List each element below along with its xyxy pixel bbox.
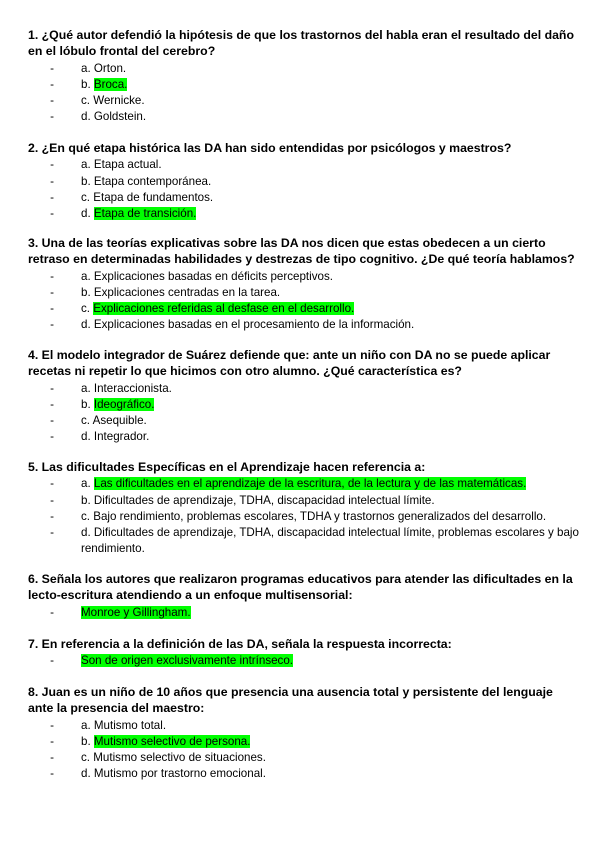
answer-option-correct	[45, 301, 581, 317]
question-text: 6. Señala los autores que realizaron programas educativos para atender las dificultades en la lecto-escritura atendiendo a un enfoque multisensorial:	[28, 572, 573, 603]
answer-text: Explicaciones basadas en déficits perceptivos.	[93, 269, 333, 283]
list-dash: -	[50, 734, 54, 748]
answer-option-correct	[45, 77, 581, 93]
list-dash: -	[50, 318, 54, 332]
answer-list	[28, 653, 576, 669]
answer-letter: d.	[81, 110, 94, 124]
answer-option	[45, 413, 581, 429]
list-dash: -	[50, 207, 54, 221]
answer-letter: c.	[81, 509, 94, 523]
list-dash: -	[50, 302, 54, 316]
answer-letter: c.	[81, 302, 94, 316]
answer-letter: d.	[81, 430, 94, 444]
list-dash: -	[50, 767, 54, 781]
answer-option	[45, 269, 581, 285]
question-8	[28, 684, 576, 783]
answer-letter: a.	[81, 718, 94, 732]
answer-letter: b.	[81, 734, 94, 748]
question-1	[28, 27, 576, 126]
question-6	[28, 571, 576, 621]
answer-letter: a.	[81, 477, 94, 491]
highlighted-answer-text: Las dificultades en el aprendizaje de la escritura, de la lectura y de las matemáticas.	[93, 477, 527, 491]
question-text: 4. El modelo integrador de Suárez defiende que: ante un niño con DA no se puede aplicar recetas ni repetir lo que hicimos con otro alumno. ¿Qué característica es?	[28, 348, 551, 379]
question-7	[28, 636, 576, 670]
answer-text: Mutismo por trastorno emocional.	[93, 767, 266, 781]
answer-text: Etapa de fundamentos.	[93, 190, 214, 204]
answer-option-correct	[45, 734, 581, 750]
answer-letter: d.	[81, 526, 94, 540]
answer-option	[45, 750, 581, 766]
question-text: 1. ¿Qué autor defendió la hipótesis de que los trastornos del habla eran el resultado del daño en el lóbulo frontal del cerebro?	[28, 28, 574, 59]
answer-option	[45, 766, 581, 782]
answer-list	[28, 381, 576, 446]
answer-text: Mutismo total.	[93, 718, 167, 732]
list-dash: -	[50, 509, 54, 523]
question-text: 8. Juan es un niño de 10 años que presencia una ausencia total y persistente del lenguaje ante la presencia del maestro:	[28, 685, 553, 716]
list-dash: -	[50, 381, 54, 395]
highlighted-answer-text: Monroe y Gillingham.	[81, 605, 191, 619]
question-text: 7. En referencia a la definición de las DA, señala la respuesta incorrecta:	[28, 637, 452, 651]
answer-option	[45, 509, 581, 525]
answer-text: Mutismo selectivo de situaciones.	[93, 751, 266, 765]
list-dash: -	[50, 414, 54, 428]
answer-list	[28, 61, 576, 126]
answer-option	[45, 174, 581, 190]
answer-text: Etapa contemporánea.	[93, 174, 212, 188]
answer-option	[45, 109, 581, 125]
list-dash: -	[50, 430, 54, 444]
highlighted-answer-text: Mutismo selectivo de persona.	[93, 734, 251, 748]
answer-option	[45, 493, 581, 509]
list-dash: -	[50, 397, 54, 411]
answer-option-correct	[45, 653, 581, 669]
question-4	[28, 347, 576, 446]
answer-option-correct	[45, 397, 581, 413]
list-dash: -	[50, 285, 54, 299]
list-dash: -	[50, 654, 54, 668]
answer-option	[45, 317, 581, 333]
list-dash: -	[50, 77, 54, 91]
list-dash: -	[50, 61, 54, 75]
highlighted-answer-text: Son de origen exclusivamente intrínseco.	[81, 654, 294, 668]
highlighted-answer-text: Broca.	[93, 77, 128, 91]
answer-letter: d.	[81, 207, 94, 221]
answer-letter: d.	[81, 767, 94, 781]
answer-option-correct	[45, 206, 581, 222]
answer-option	[45, 93, 581, 109]
answer-text: Explicaciones basadas en el procesamiento de la información.	[93, 318, 415, 332]
answer-letter: c.	[81, 190, 94, 204]
answer-text: Wernicke.	[93, 94, 145, 108]
list-dash: -	[50, 269, 54, 283]
answer-text: Dificultades de aprendizaje, TDHA, discapacidad intelectual límite, problemas escolares y bajo rendimiento.	[81, 526, 579, 556]
answer-letter: b.	[81, 174, 94, 188]
answer-letter: a.	[81, 158, 94, 172]
list-dash: -	[50, 605, 54, 619]
answer-letter: b.	[81, 285, 94, 299]
list-dash: -	[50, 493, 54, 507]
list-dash: -	[50, 94, 54, 108]
answer-option	[45, 190, 581, 206]
list-dash: -	[50, 110, 54, 124]
question-text: 5. Las dificultades Específicas en el Aprendizaje hacen referencia a:	[28, 460, 426, 474]
answer-list	[28, 476, 579, 557]
answer-text: Explicaciones centradas en la tarea.	[93, 285, 281, 299]
answer-option	[45, 525, 581, 558]
list-dash: -	[50, 174, 54, 188]
answer-letter: d.	[81, 318, 94, 332]
answer-letter: c.	[81, 94, 94, 108]
answer-letter: b.	[81, 493, 94, 507]
list-dash: -	[50, 158, 54, 172]
answer-text: Integrador.	[93, 430, 150, 444]
highlighted-answer-text: Etapa de transición.	[93, 207, 197, 221]
question-2	[28, 140, 576, 222]
list-dash: -	[50, 477, 54, 491]
answer-option-correct	[45, 476, 581, 492]
answer-text: Etapa actual.	[93, 158, 162, 172]
answer-option	[45, 429, 581, 445]
highlighted-answer-text: Ideográfico.	[93, 397, 155, 411]
answer-option	[45, 381, 581, 397]
list-dash: -	[50, 526, 54, 540]
answer-letter: c.	[81, 751, 94, 765]
answer-letter: a.	[81, 381, 94, 395]
question-text: 2. ¿En qué etapa histórica las DA han sido entendidas por psicólogos y maestros?	[28, 141, 512, 155]
answer-list	[28, 718, 576, 783]
answer-letter: b.	[81, 397, 94, 411]
answer-text: Bajo rendimiento, problemas escolares, TDHA y trastornos generalizados del desarrollo.	[93, 509, 547, 523]
question-3	[28, 235, 576, 334]
answer-text: Asequible.	[92, 414, 147, 428]
answer-text: Goldstein.	[93, 110, 147, 124]
answer-option	[45, 157, 581, 173]
answer-letter: a.	[81, 61, 94, 75]
list-dash: -	[50, 718, 54, 732]
answer-option	[45, 718, 581, 734]
answer-list	[28, 157, 576, 222]
question-5	[28, 459, 579, 558]
answer-option-correct	[45, 605, 581, 621]
answer-letter: c.	[81, 414, 93, 428]
list-dash: -	[50, 751, 54, 765]
answer-letter: b.	[81, 77, 94, 91]
answer-text: Dificultades de aprendizaje, TDHA, discapacidad intelectual límite.	[93, 493, 435, 507]
answer-list	[28, 269, 576, 334]
answer-list	[28, 605, 576, 621]
highlighted-answer-text: Explicaciones referidas al desfase en el desarrollo.	[93, 302, 355, 316]
list-dash: -	[50, 190, 54, 204]
answer-option	[45, 285, 581, 301]
answer-option	[45, 61, 581, 77]
answer-letter: a.	[81, 269, 94, 283]
question-text: 3. Una de las teorías explicativas sobre las DA nos dicen que estas obedecen a un cierto retraso en determinadas habilidades y destrezas de tipo cognitivo. ¿De qué teoría hablamos?	[28, 236, 575, 267]
answer-text: Orton.	[93, 61, 127, 75]
answer-text: Interaccionista.	[93, 381, 172, 395]
